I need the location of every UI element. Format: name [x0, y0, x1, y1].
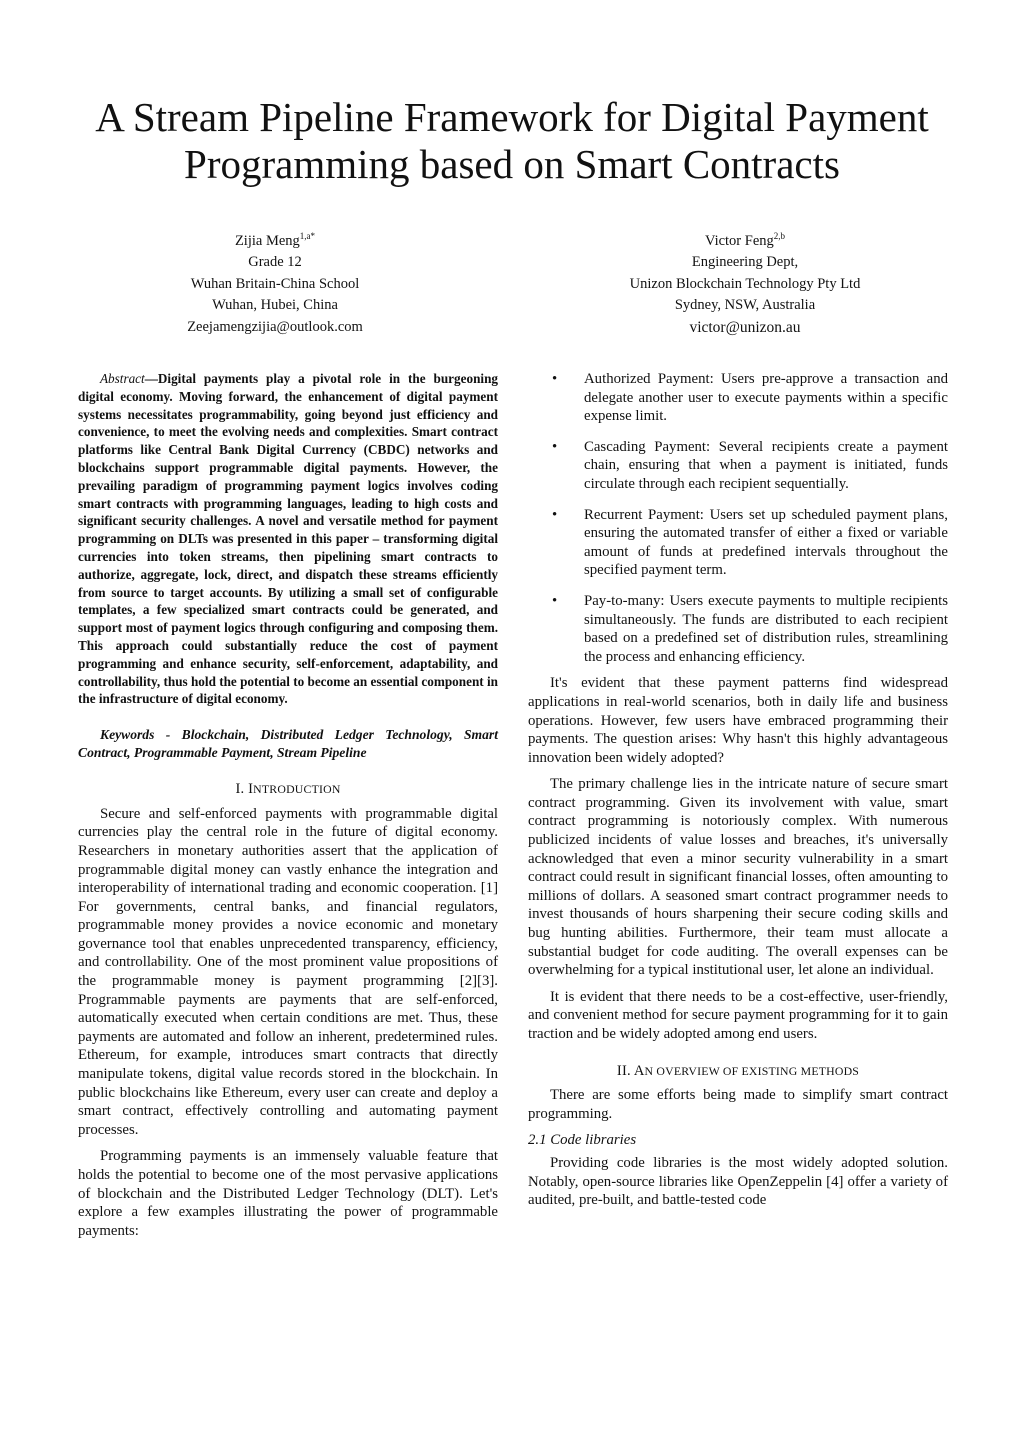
list-item: • Cascading Payment: Several recipients create a payment chain, ensuring that when a payment is initiated, funds circulate through each recipient sequentially.: [552, 438, 948, 492]
paragraph: The primary challenge lies in the intricate nature of secure smart contract programming. Given its involvement with value, smart contract programming is notoriously complex. With numerous publicized incidents of value losses and breaches, it's universally acknowledged that even a minor security vulnerability in a smart contract could result in significant financial losses, often amounting to millions of dollars. A seasoned smart contract programmer needs to invest thousands of hours sharpening their secure coding skills and bug hunting abilities. Furthermore, their team must allocate a substantial budget for code auditing. The overall expenses can be overwhelming for a typical institutional user, let alone an individual.: [528, 776, 948, 979]
author-affiliation: Grade 12: [248, 254, 302, 271]
paragraph: It is evident that there needs to be a cost-effective, user-friendly, and convenient method for secure payment programming for it to gain traction and be widely adopted among end users.: [528, 988, 948, 1042]
abstract-label: Abstract: [100, 371, 145, 386]
author-block-1: [130, 226, 420, 338]
paragraph: Secure and self-enforced payments with programmable digital currencies play the central role in the future of digital economy. Researchers in monetary authorities assert that the application of programmable digital money can vastly enhance the integration and interoperability of international trading and economic cooperation. [1] For governments, central banks, and financial regulators, programmable money provides a novice economic and monetary governance tool that enables unprecedented transparency, efficiency, and controllability. One of the most prominent value propositions of the programmable money is payment programming [2][3]. Programmable payments are payments that are self-enforced, automatically executed when certain conditions are met. Thus, these payments are automated and follow an inherent, predetermined rules. Ethereum, for example, introduces smart contracts that directly manipulate tokens, digital value records stored in the blockchain. In public blockchains like Ethereum, every user can create and deploy a smart contract, effectively controlling and automating payment processes.: [78, 805, 498, 1138]
paragraph: It's evident that these payment patterns find widespread applications in real-world scenarios, both in daily life and business operations. However, few users have embraced programming their payments. The question arises: Why hasn't this highly advantageous innovation been widely adopted?: [528, 675, 948, 766]
author-affiliation: Engineering Dept,: [691, 254, 799, 271]
paragraph: Providing code libraries is the most widely adopted solution. Notably, open-source libraries like OpenZeppelin [4] offer a variety of audited, pre-built, and battle-tested code: [528, 1154, 948, 1209]
author-affiliation: Wuhan, Hubei, China: [212, 297, 338, 314]
left-column: [78, 370, 498, 1240]
paper-title: [40, 94, 984, 188]
abstract: [78, 370, 498, 708]
author-name: Zijia Meng$^{1,a*}$: [234, 231, 316, 249]
paragraph: There are some efforts being made to simplify smart contract programming.: [528, 1087, 948, 1122]
subsection-heading: 2.1 Code libraries: [528, 1132, 637, 1149]
list-item: • Authorized Payment: Users pre-approve a transaction and delegate another user to execute payments within a specific expense limit.: [552, 371, 948, 425]
author-email: Zeejamengzijia@outlook.com: [187, 318, 363, 335]
bullet-icon: •: [552, 371, 558, 387]
author-email: victor@unizon.au: [689, 318, 801, 336]
bullet-icon: •: [552, 506, 558, 523]
right-column: [528, 370, 948, 1210]
author-affiliation: Wuhan Britain-China School: [190, 275, 360, 292]
list-item: • Recurrent Payment: Users set up scheduled payment plans, ensuring the automated transfer of either a fixed or variable amount of funds at predefined intervals throughout the specified payment term.: [552, 506, 948, 579]
title-line-2: Programming based on Smart Contracts: [184, 141, 840, 187]
bullet-icon: •: [552, 592, 558, 609]
section-heading-introduction: I. INTRODUCTION: [235, 781, 341, 798]
section-heading-existing-methods: II. AN OVERVIEW OF EXISTING METHODS: [616, 1062, 860, 1079]
author-name: Victor Feng$^{2,b}$: [704, 231, 786, 249]
author-block-2: [600, 226, 890, 338]
title-line-1: A Stream Pipeline Framework for Digital Payment: [95, 94, 929, 140]
author-affiliation: Sydney, NSW, Australia: [674, 297, 816, 314]
payment-examples-list: [528, 370, 948, 666]
paragraph: Programming payments is an immensely valuable feature that holds the potential to become one of the most pervasive applications of blockchain and the Distributed Ledger Technology (DLT). Let's explore a few examples illustrating the power of programmable payments:: [78, 1148, 498, 1239]
list-item: • Pay-to-many: Users execute payments to multiple recipients simultaneously. The funds are distributed to each recipient based on a predefined set of distribution rules, streamlining the process and enhancing efficiency.: [552, 592, 948, 665]
bullet-icon: •: [552, 438, 558, 455]
abstract-text: —Digital payments play a pivotal role in the burgeoning digital economy. Moving forward, the enhancement of digital payment systems necessitates programmability, going beyond just efficiency and convenience, to meet the evolving needs and complexities. Smart contract platforms like Central Bank Digital Currency (CBDC) networks and blockchains support programmable digital payments. However, the prevailing paradigm of programming payment logics involves coding smart contracts with programming languages, leading to high costs and significant security challenges. A novel and versatile method for payment programming on DLTs was presented in this paper – transforming digital currencies into token streams, then pipelining smart contracts to authorize, aggregate, lock, direct, and dispatch these streams efficiently from source to target accounts. By utilizing a small set of configurable templates, a few specialized smart contracts could be generated, and support most of payment logics through configuring and composing them. This approach could substantially reduce the cost of payment programming and enhance security, self-enforcement, adaptability, and controllability, thus hold the potential to become an essential component in the infrastructure of digital economy.: [78, 371, 498, 707]
keywords: Keywords - Blockchain, Distributed Ledger Technology, Smart Contract, Programmable Payment, Stream Pipeline: [78, 727, 498, 761]
author-affiliation: Unizon Blockchain Technology Pty Ltd: [629, 275, 861, 292]
